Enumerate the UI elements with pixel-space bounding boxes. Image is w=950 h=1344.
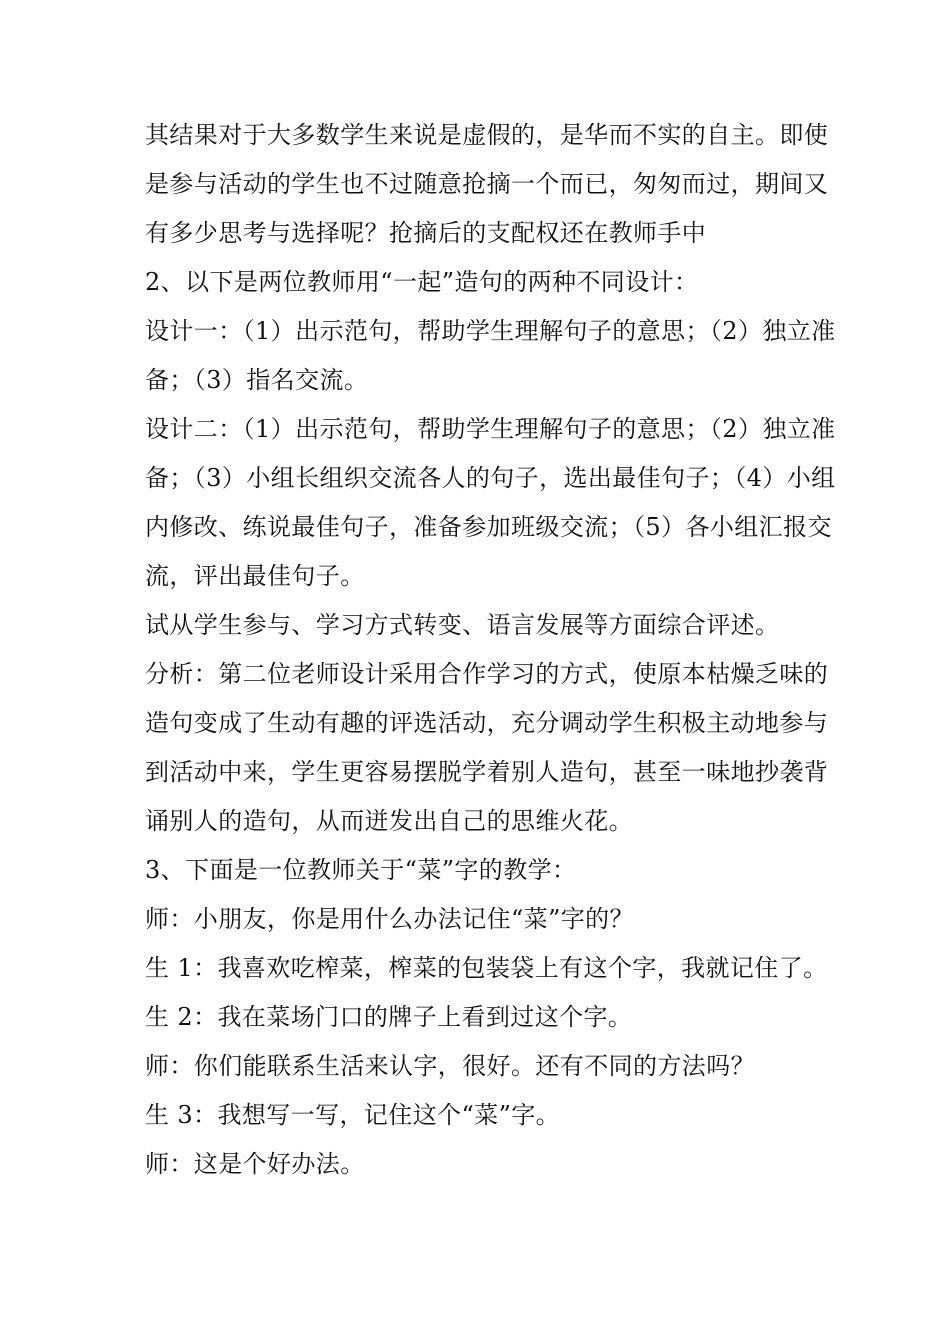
dialogue-line: 师：这是个好办法。 <box>145 1150 365 1178</box>
design-one-line: 设计一：（1）出示范句，帮助学生理解句子的意思；（2）独立准 <box>145 317 836 345</box>
analysis-line: 造句变成了生动有趣的评选活动，充分调动学生积极主动地参与 <box>145 709 829 737</box>
question-3-heading: 3、下面是一位教师关于“菜”字的教学： <box>145 856 577 884</box>
design-two-line: 设计二：（1）出示范句，帮助学生理解句子的意思；（2）独立准 <box>145 415 836 443</box>
dialogue-line: 师：你们能联系生活来认字，很好。还有不同的方法吗？ <box>145 1052 755 1080</box>
question-prompt: 试从学生参与、学习方式转变、语言发展等方面综合评述。 <box>145 611 780 639</box>
document-body <box>145 111 836 1189</box>
dialogue-line: 生 2：我在菜场门口的牌子上看到过这个字。 <box>145 1003 633 1031</box>
analysis-line: 到活动中来，学生更容易摆脱学着别人造句，甚至一味地抄袭背 <box>145 758 829 786</box>
text-line: 其结果对于大多数学生来说是虚假的，是华而不实的自主。即使 <box>145 121 829 149</box>
text-line: 有多少思考与选择呢？抢摘后的支配权还在教师手中 <box>145 219 707 247</box>
analysis-line: 分析：第二位老师设计采用合作学习的方式，使原本枯燥乏味的 <box>145 660 829 688</box>
text-line: 是参与活动的学生也不过随意抢摘一个而已，匆匆而过，期间又 <box>145 170 829 198</box>
dialogue-line: 生 1：我喜欢吃榨菜，榨菜的包装袋上有这个字，我就记住了。 <box>145 954 828 982</box>
question-2-heading: 2、以下是两位教师用“一起”造句的两种不同设计： <box>145 268 699 296</box>
dialogue-line: 师：小朋友，你是用什么办法记住“菜”字的？ <box>145 905 634 933</box>
dialogue-line: 生 3：我想写一写，记住这个“菜”字。 <box>145 1101 561 1129</box>
design-two-line: 备；（3）小组长组织交流各人的句子，选出最佳句子；（4）小组 <box>145 464 836 492</box>
design-two-line: 流，评出最佳句子。 <box>145 562 365 590</box>
design-one-line: 备；（3）指名交流。 <box>145 366 369 394</box>
analysis-line: 诵别人的造句，从而迸发出自己的思维火花。 <box>145 807 633 835</box>
design-two-line: 内修改、练说最佳句子，准备参加班级交流；（5）各小组汇报交 <box>145 513 832 541</box>
